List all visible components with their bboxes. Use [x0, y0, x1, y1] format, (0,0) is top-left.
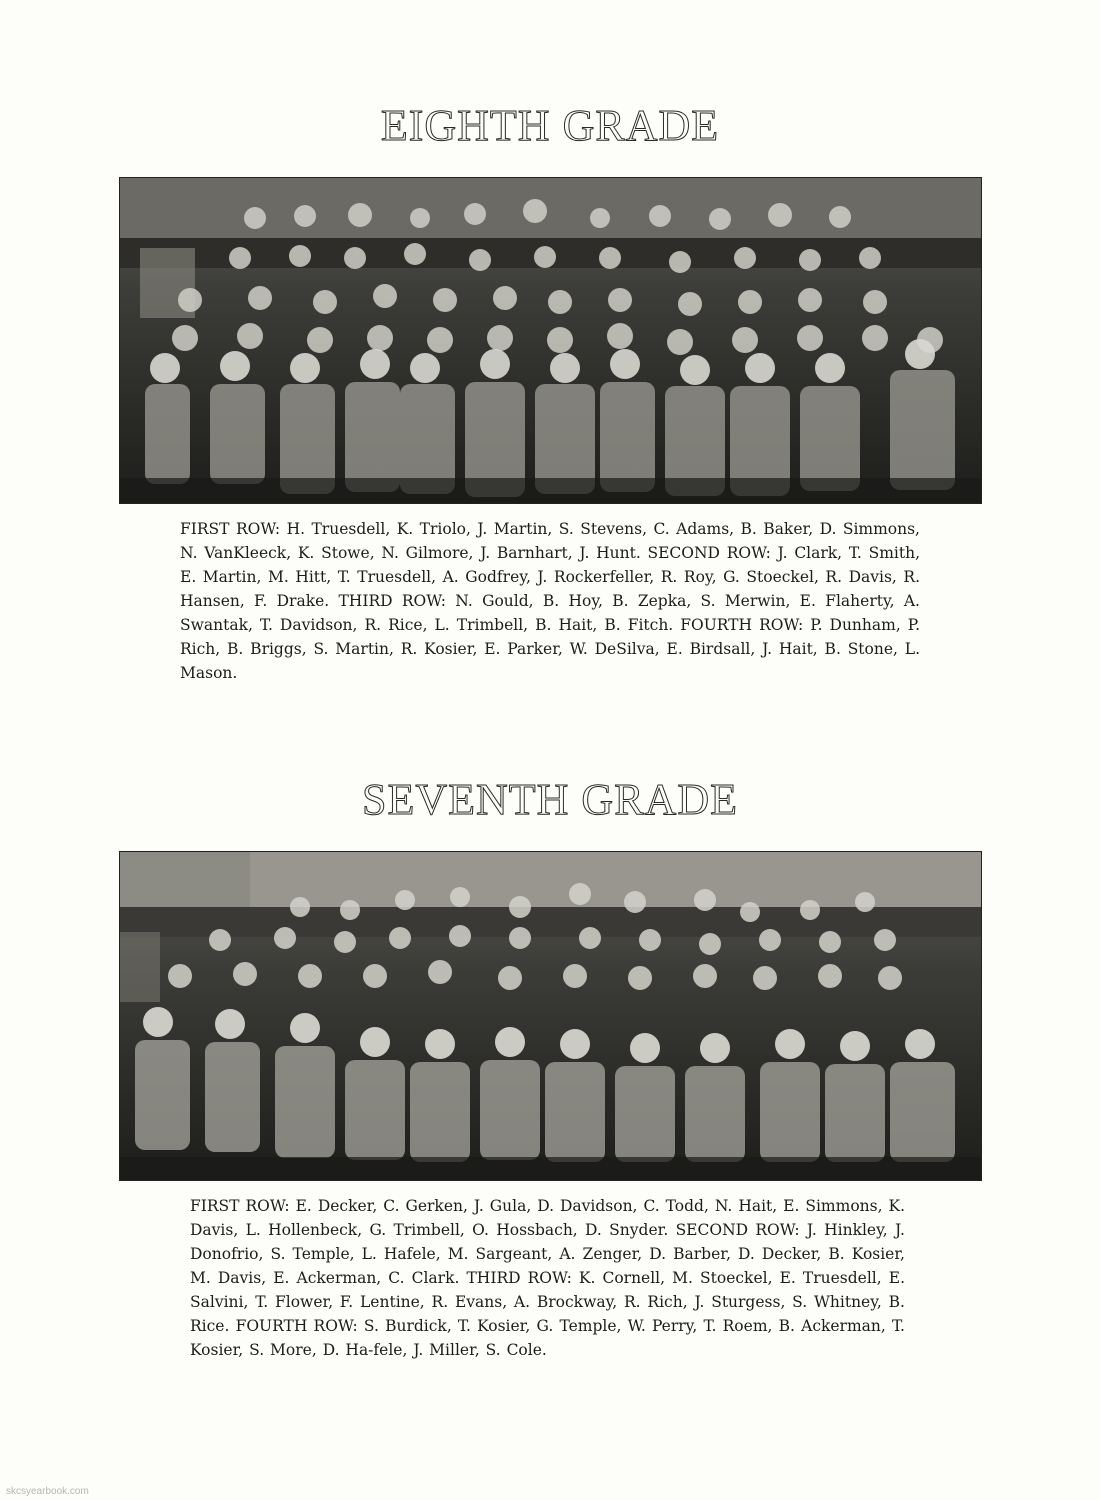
eighth-grade-photo-illustration: [120, 178, 981, 503]
seventh-grade-heading: SEVENTH GRADE: [362, 775, 738, 824]
seventh-grade-class-photo: [119, 851, 982, 1181]
eighth-grade-caption: FIRST ROW: H. Truesdell, K. Triolo, J. Martin, S. Stevens, C. Adams, B. Baker, D. Simmons, N. VanKleeck, K. Stowe, N. Gilmore, J. Barnhart, J. Hunt. SECOND ROW: J. Clark, T. Smith, E. Martin, M. Hitt, T. Truesdell, A. Godfrey, J. Rockerfeller, R. Roy, G. Stoeckel, R. Davis, R. Hansen, F. Drake. THIRD ROW: N. Gould, B. Hoy, B. Zepka, S. Merwin, E. Flaherty, A. Swantak, T. Davidson, R. Rice, L. Trimbell, B. Hait, B. Fitch. FOURTH ROW: P. Dunham, P. Rich, B. Briggs, S. Martin, R. Kosier, E. Parker, W. DeSilva, E. Birdsall, J. Hait, B. Stone, L. Mason.: [180, 520, 920, 682]
eighth-grade-heading: EIGHTH GRADE: [380, 101, 720, 150]
site-watermark: skcsyearbook.com: [6, 1486, 89, 1497]
seventh-grade-caption: FIRST ROW: E. Decker, C. Gerken, J. Gula, D. Davidson, C. Todd, N. Hait, E. Simmons, K. Davis, L. Hollenbeck, G. Trimbell, O. Hossbach, D. Snyder. SECOND ROW: J. Hinkley, J. Donofrio, S. Temple, L. Hafele, M. Sargeant, A. Zenger, D. Barber, D. Decker, B. Kosier, M. Davis, E. Ackerman, C. Clark. THIRD ROW: K. Cornell, M. Stoeckel, E. Truesdell, E. Salvini, T. Flower, F. Lentine, R. Evans, A. Brockway, R. Rich, J. Sturgess, S. Whitney, B. Rice. FOURTH ROW: S. Burdick, T. Kosier, G. Temple, W. Perry, T. Roem, B. Ackerman, T. Kosier, S. More, D. Ha-fele, J. Miller, S. Cole.: [190, 1197, 905, 1359]
eighth-grade-class-photo: [119, 177, 982, 504]
seventh-grade-photo-illustration: [120, 852, 981, 1180]
